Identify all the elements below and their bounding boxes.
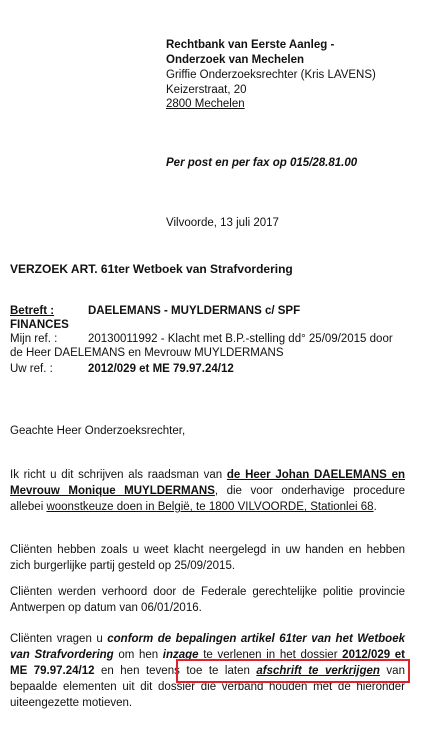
betreft-label: Betreft :	[10, 305, 55, 317]
mijn-ref-value-cont: de Heer DAELEMANS en Mevrouw MUYLDERMANS	[10, 347, 284, 359]
subject-title: VERZOEK ART. 61ter Wetboek van Strafvordering	[10, 262, 293, 276]
addressee-registry: Griffie Onderzoeksrechter (Kris LAVENS)	[166, 69, 376, 81]
paragraph-4: Cliënten vragen u conform de bepalingen artikel 61ter van het Wetboek van Strafvordering om hen inzage te verlenen in het dossier 2012/029 et ME 79.97.24/12 en hen tevens toe te laten afschrift te verkrijgen van bepaalde elementen uit dit dossier die verband houden met de hieronder uiteengezette motieven.	[10, 633, 406, 709]
betreft-value: DAELEMANS - MUYLDERMANS c/ SPF	[88, 305, 301, 317]
uw-ref-value: 2012/029 et ME 79.97.24/12	[88, 363, 234, 375]
salutation: Geachte Heer Onderzoeksrechter,	[10, 425, 186, 437]
addressee-court: Rechtbank van Eerste Aanleg -	[166, 39, 335, 51]
addressee-division: Onderzoek van Mechelen	[166, 54, 305, 66]
mijn-ref-label: Mijn ref. :	[10, 333, 58, 345]
uw-ref-label: Uw ref. :	[10, 363, 53, 375]
betreft-value-cont: FINANCES	[10, 319, 69, 331]
paragraph-2: Cliënten hebben zoals u weet klacht neergelegd in uw handen en hebben zich burgerlijke partij gesteld op 25/09/2015.	[10, 544, 405, 572]
paragraph-3: Cliënten werden verhoord door de Federale gerechtelijke politie provincie Antwerpen op datum van 06/01/2016.	[10, 586, 405, 614]
delivery-note: Per post en per fax op 015/28.81.00	[166, 157, 358, 169]
place-date: Vilvoorde, 13 juli 2017	[166, 217, 279, 229]
addressee-city: 2800 Mechelen	[166, 98, 245, 110]
highlight-box	[176, 659, 410, 683]
paragraph-1: Ik richt u dit schrijven als raadsman van de Heer Johan DAELEMANS en Mevrouw Monique MUYLDERMANS, die voor onderhavige procedure allebei woonstkeuze doen in België, te 1800 VILVOORDE, Stationlei 68.	[10, 469, 405, 513]
addressee-street: Keizerstraat, 20	[166, 84, 247, 96]
mijn-ref-value: 20130011992 - Klacht met B.P.-stelling dd° 25/09/2015 door	[88, 333, 393, 345]
